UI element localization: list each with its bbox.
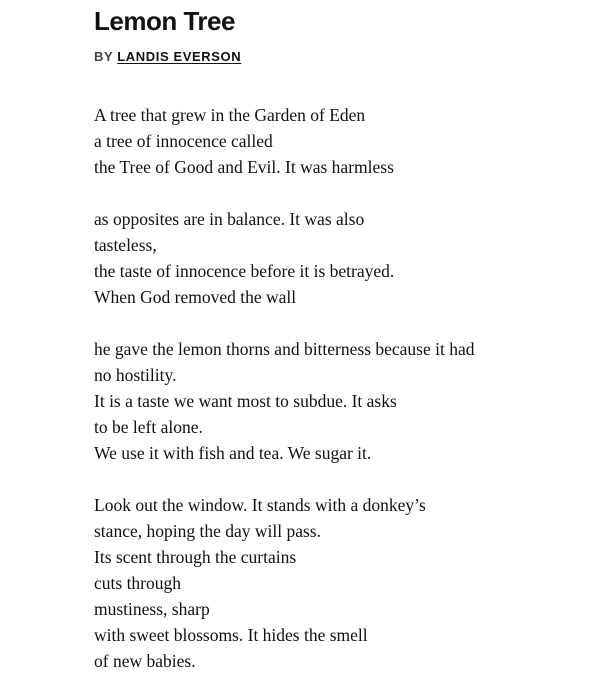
byline-prefix: BY bbox=[94, 49, 114, 64]
poem-line: Look out the window. It stands with a donkey’s bbox=[94, 495, 426, 515]
poem-line: We use it with fish and tea. We sugar it. bbox=[94, 443, 372, 463]
poem-line: When God removed the wall bbox=[94, 287, 297, 307]
poem-line: the Tree of Good and Evil. It was harmless bbox=[94, 157, 394, 177]
poem-line: cuts through bbox=[94, 573, 182, 593]
poem-line: a tree of innocence called bbox=[94, 131, 273, 151]
poem-line: A tree that grew in the Garden of Eden bbox=[94, 105, 366, 125]
poem-line: It is a taste we want most to subdue. It asks bbox=[94, 391, 397, 411]
stanza bbox=[94, 336, 475, 466]
poem-line: stance, hoping the day will pass. bbox=[94, 521, 321, 541]
poem-line: Its scent through the curtains bbox=[94, 547, 297, 567]
poem-byline bbox=[94, 48, 241, 66]
author-link[interactable]: LANDIS EVERSON bbox=[117, 49, 242, 64]
poem-line: to be left alone. bbox=[94, 417, 203, 437]
poem-line: tasteless, bbox=[94, 235, 157, 255]
poem-line: no hostility. bbox=[94, 365, 177, 385]
stanza bbox=[94, 206, 475, 310]
poem-line: with sweet blossoms. It hides the smell bbox=[94, 625, 368, 645]
poem-line: as opposites are in balance. It was also bbox=[94, 209, 365, 229]
poem-body bbox=[94, 102, 475, 674]
poem-title: Lemon Tree bbox=[94, 6, 235, 36]
poem-line: the taste of innocence before it is betrayed. bbox=[94, 261, 395, 281]
poem-line: mustiness, sharp bbox=[94, 599, 210, 619]
poem-line: he gave the lemon thorns and bitterness because it had bbox=[94, 339, 475, 359]
stanza bbox=[94, 492, 475, 674]
stanza bbox=[94, 102, 475, 180]
poem-line: of new babies. bbox=[94, 651, 196, 671]
